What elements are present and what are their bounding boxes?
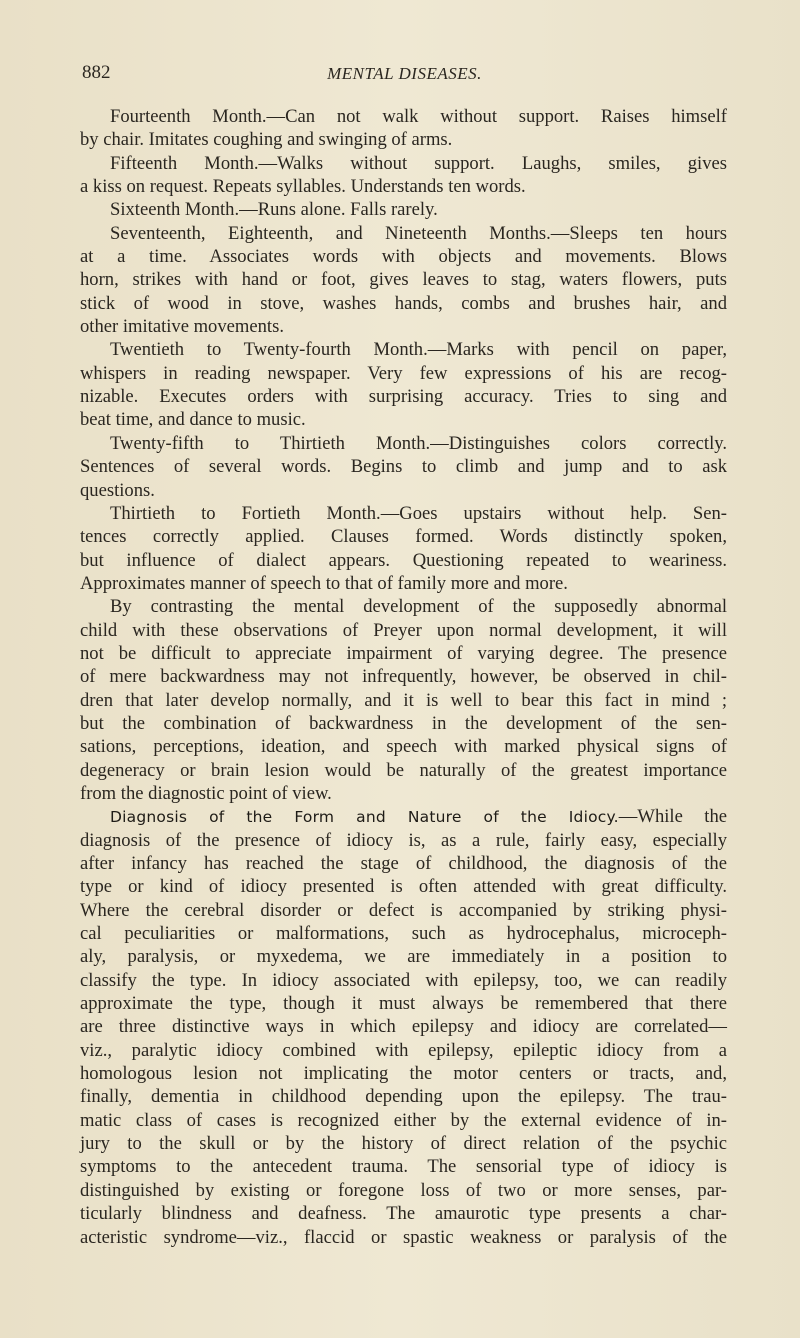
text-line: acteristic syndrome—viz., flaccid or spastic weakness or paralysis of the (80, 1226, 727, 1248)
text-line: ticularly blindness and deafness. The amaurotic type presents a char- (80, 1203, 727, 1225)
line-text: —While the (618, 806, 727, 828)
text-line: diagnosis of the presence of idiocy is, as a rule, fairly easy, especially (80, 829, 727, 851)
text-line: horn, strikes with hand or foot, gives leaves to stag, waters flowers, puts (80, 269, 727, 291)
text-line: viz., paralytic idiocy combined with epilepsy, epileptic idiocy from a (80, 1039, 727, 1061)
text-line: classify the type. In idiocy associated with epilepsy, too, we can readily (80, 969, 727, 991)
text-line: Fourteenth Month.—Can not walk without support. Raises himself (110, 106, 727, 127)
text-line: questions. (80, 479, 155, 501)
text-line: stick of wood in stove, washes hands, combs and brushes hair, and (80, 292, 727, 314)
text-line: distinguished by existing or foregone loss of two or more senses, par- (80, 1179, 727, 1201)
text-line: other imitative movements. (80, 316, 284, 338)
text-line: whispers in reading newspaper. Very few expressions of his are recog- (80, 362, 727, 384)
text-line: aly, paralysis, or myxedema, we are immediately in a position to (80, 946, 727, 968)
text-line: by chair. Imitates coughing and swinging of arms. (80, 129, 453, 151)
paragraph (80, 595, 727, 805)
text-line: of mere backwardness may not infrequently, however, be observed in chil- (80, 666, 727, 688)
paragraph (80, 432, 727, 502)
text-line: symptoms to the antecedent trauma. The sensorial type of idiocy is (80, 1156, 727, 1178)
text-line: Fifteenth Month.—Walks without support. Laughs, smiles, gives (110, 152, 727, 174)
section-heading: Diagnosis of the Form and Nature of the Idiocy. (110, 808, 619, 827)
text-line: jury to the skull or by the history of direct relation of the psychic (80, 1133, 727, 1155)
text-line (80, 805, 727, 828)
text-line: sations, perceptions, ideation, and speech with marked physical signs of (80, 736, 727, 758)
text-line: dren that later develop normally, and it is well to bear this fact in mind ; (80, 689, 727, 711)
text-line: at a time. Associates words with objects and movements. Blows (80, 246, 727, 268)
text-line: Twentieth to Twenty-fourth Month.—Marks with pencil on paper, (110, 339, 727, 361)
text-line: Thirtieth to Fortieth Month.—Goes upstairs without help. Sen- (110, 502, 727, 524)
text-line: a kiss on request. Repeats syllables. Understands ten words. (80, 176, 526, 198)
text-line: but influence of dialect appears. Questioning repeated to weariness. (80, 549, 727, 571)
body-text (80, 105, 727, 1249)
text-line: not be difficult to appreciate impairment of varying degree. The presence (80, 642, 727, 664)
text-line: degeneracy or brain lesion would be naturally of the greatest importance (80, 759, 727, 781)
text-line: Twenty-fifth to Thirtieth Month.—Distinguishes colors correctly. (110, 432, 727, 454)
text-line: finally, dementia in childhood depending upon the epilepsy. The trau- (80, 1086, 727, 1108)
paragraph (80, 502, 727, 595)
text-line: type or kind of idiocy presented is often attended with great difficulty. (80, 876, 727, 898)
page-header (82, 62, 727, 92)
text-line: Approximates manner of speech to that of family more and more. (80, 572, 568, 594)
text-line: approximate the type, though it must always be remembered that there (80, 993, 727, 1015)
paragraph (80, 222, 727, 339)
text-line: nizable. Executes orders with surprising accuracy. Tries to sing and (80, 386, 727, 408)
text-line: matic class of cases is recognized either by the external evidence of in- (80, 1109, 727, 1131)
paragraph (80, 338, 727, 431)
text-line: after infancy has reached the stage of childhood, the diagnosis of the (80, 853, 727, 874)
text-line: Sentences of several words. Begins to climb and jump and to ask (80, 456, 727, 478)
paragraph (80, 152, 727, 199)
page-number: 882 (82, 62, 111, 83)
text-line: Seventeenth, Eighteenth, and Nineteenth Months.—Sleeps ten hours (110, 222, 727, 244)
text-line: beat time, and dance to music. (80, 409, 306, 431)
text-line: child with these observations of Preyer upon normal development, it will (80, 619, 727, 641)
text-line: Where the cerebral disorder or defect is accompanied by striking physi- (80, 899, 727, 921)
text-line: are three distinctive ways in which epilepsy and idiocy are correlated— (80, 1016, 727, 1038)
text-line: tences correctly applied. Clauses formed. Words distinctly spoken, (80, 526, 727, 548)
text-line: Sixteenth Month.—Runs alone. Falls rarely. (110, 199, 438, 221)
text-line: cal peculiarities or malformations, such as hydrocephalus, microceph- (80, 923, 727, 945)
running-head: MENTAL DISEASES. (327, 64, 482, 83)
section-paragraph (80, 805, 727, 1249)
text-line: By contrasting the mental development of the supposedly abnormal (110, 596, 727, 618)
paragraph (80, 198, 727, 221)
text-line: homologous lesion not implicating the motor centers or tracts, and, (80, 1063, 727, 1085)
text-line: from the diagnostic point of view. (80, 782, 332, 804)
paragraph (80, 105, 727, 152)
text-line: but the combination of backwardness in the development of the sen- (80, 712, 727, 734)
